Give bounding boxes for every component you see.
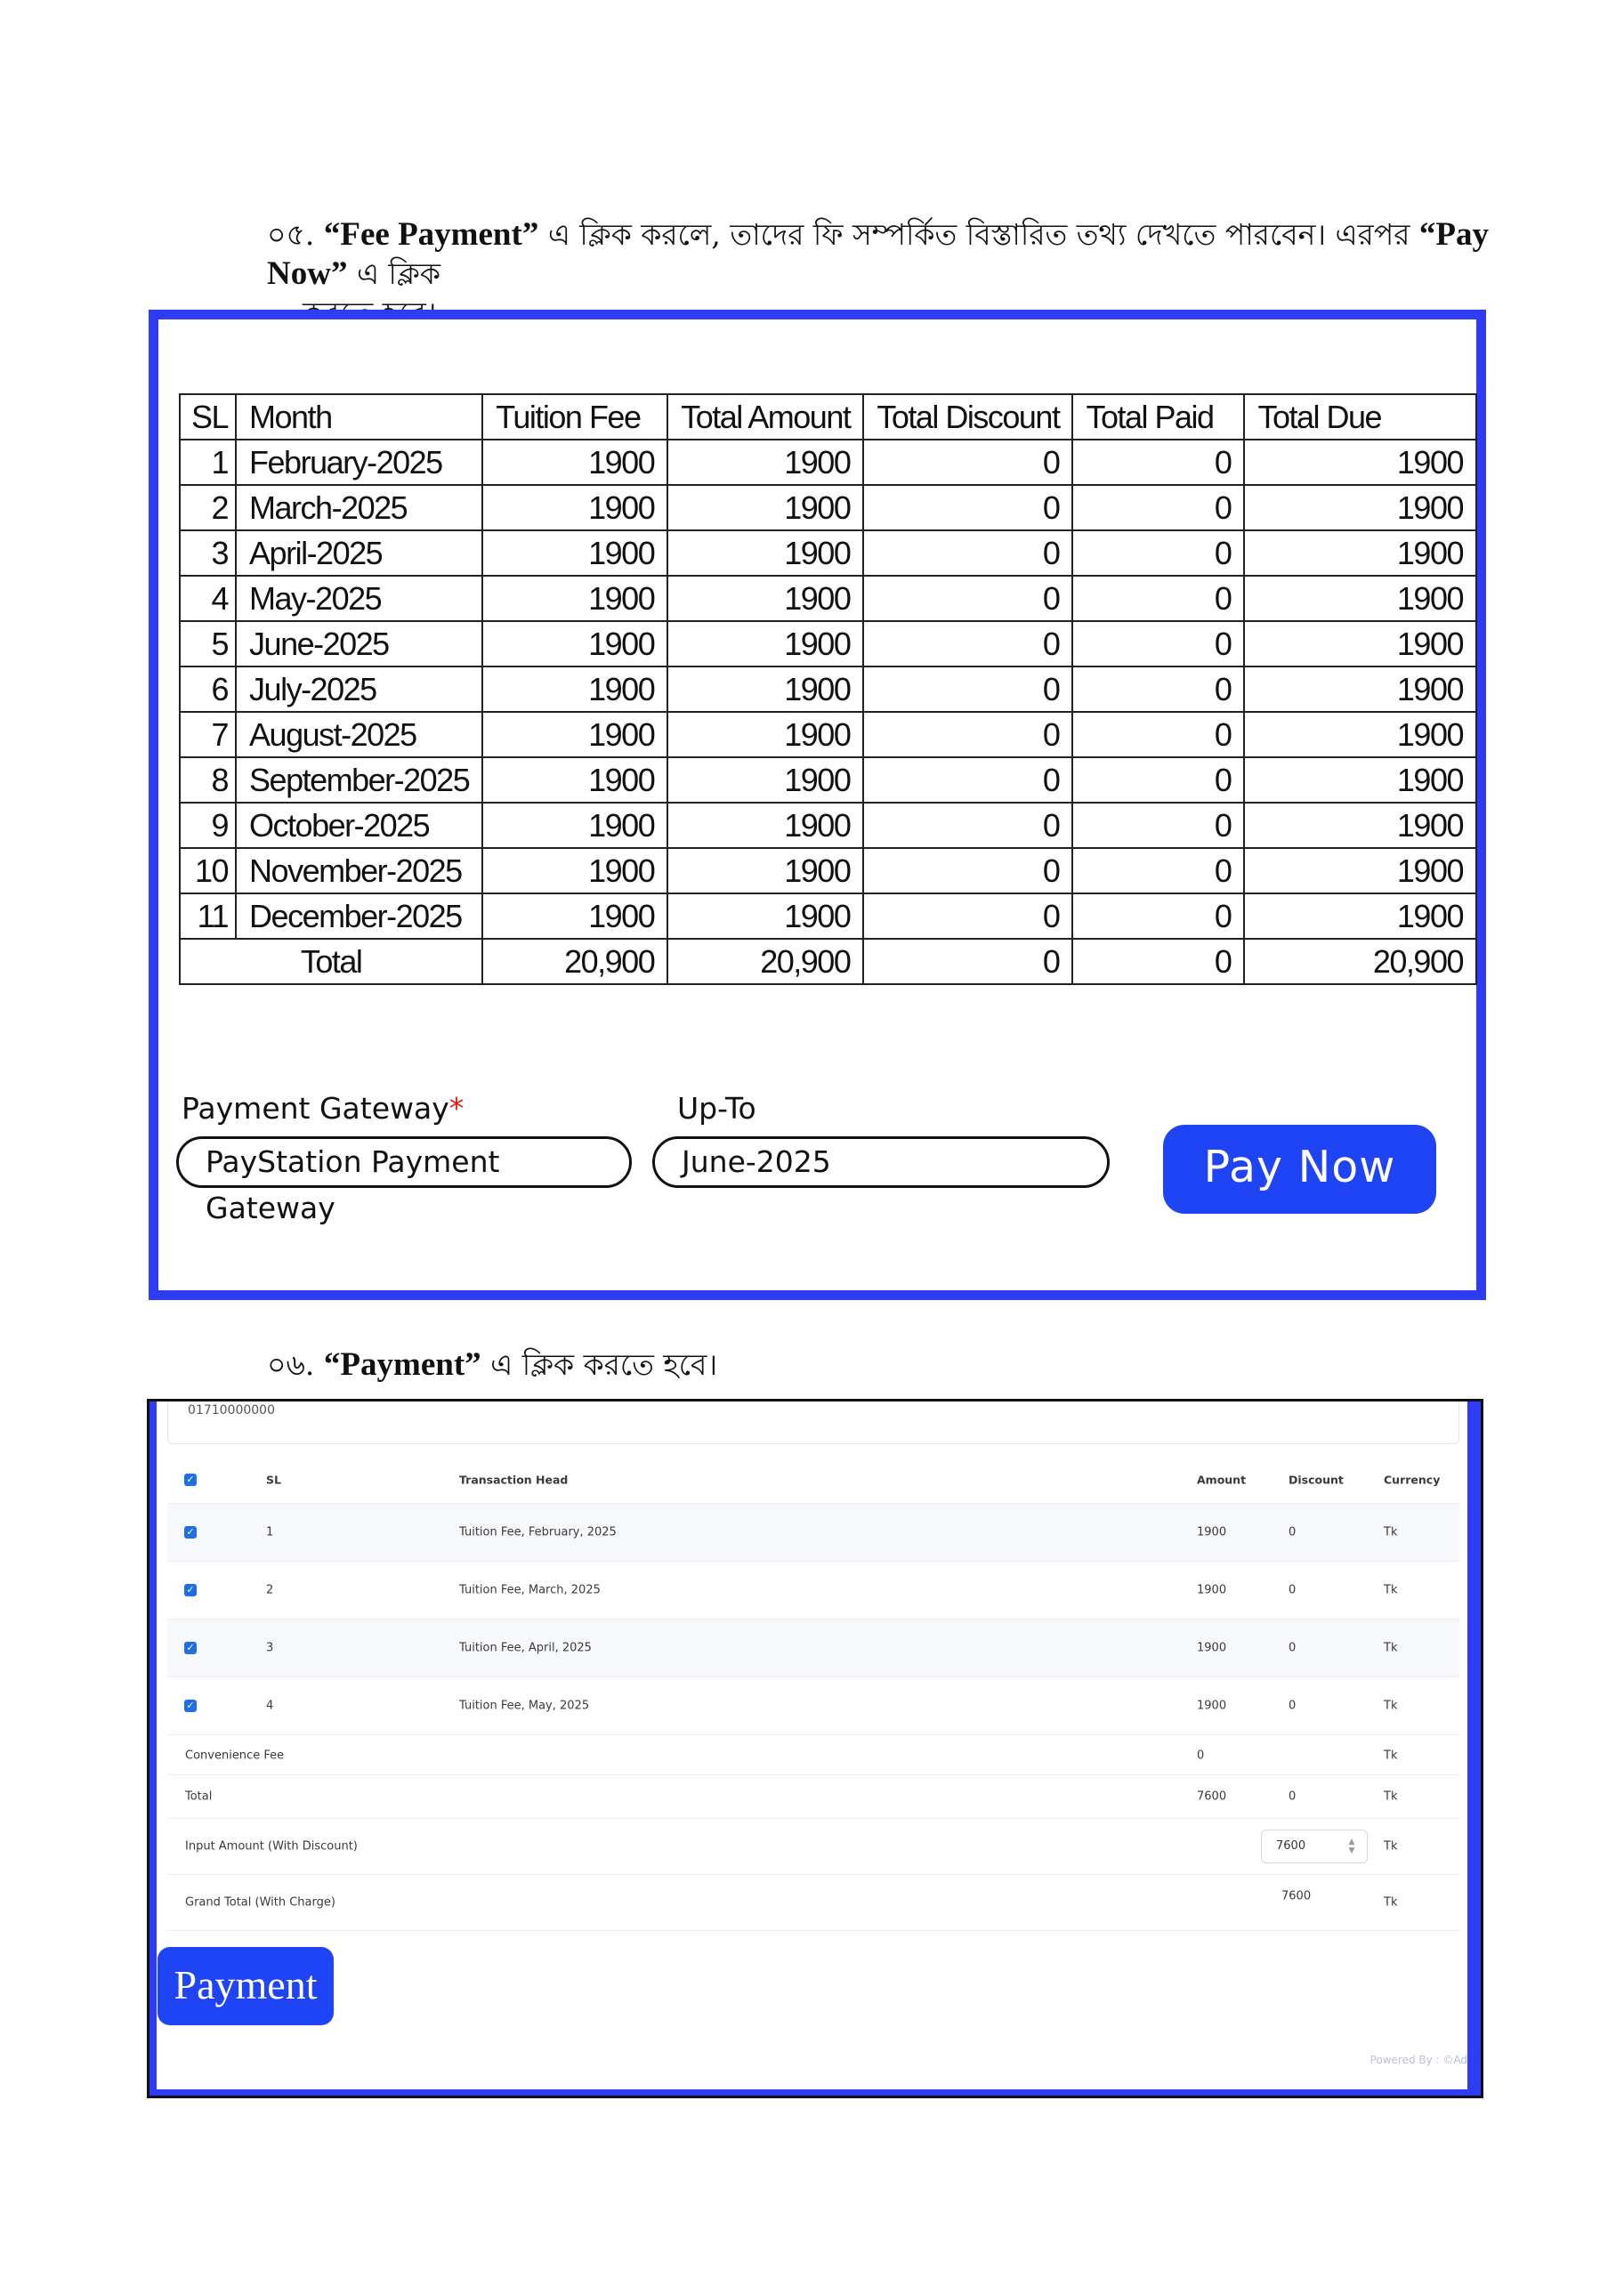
cell-total-discount: 0 [863,757,1072,803]
cell-total-discount: 0 [863,440,1072,485]
item-discount: 0 [1289,1583,1297,1597]
cell-sl: 10 [180,848,236,893]
select-all-checkbox[interactable]: ✓ [184,1474,197,1486]
cell-total-amount: 1900 [667,485,863,530]
total-label: Total [185,1789,213,1804]
header-transaction-head: Transaction Head [459,1473,569,1487]
item-discount: 0 [1289,1641,1297,1655]
payment-item-row [167,1620,1459,1677]
cell-month: April-2025 [236,530,482,576]
cell-sl: 7 [180,712,236,757]
convenience-fee-currency: Tk [1384,1749,1398,1763]
payment-panel [157,1402,1467,2089]
fee-table-row [180,666,1476,712]
total-amount: 20,900 [667,939,863,984]
payment-gateway-label [182,1091,464,1126]
item-transaction-head: Tuition Fee, May, 2025 [459,1699,590,1713]
total-currency: Tk [1384,1789,1398,1804]
item-amount: 1900 [1197,1525,1227,1539]
cell-month: June-2025 [236,621,482,666]
input-amount-row [167,1819,1459,1875]
cell-total-paid: 0 [1072,485,1244,530]
item-currency: Tk [1384,1525,1398,1539]
cell-total-discount: 0 [863,530,1072,576]
cell-sl: 6 [180,666,236,712]
fee-table-row [180,485,1476,530]
cell-total-due: 1900 [1244,440,1476,485]
cell-month: November-2025 [236,848,482,893]
header-amount: Amount [1197,1473,1247,1487]
fee-table [179,393,1477,985]
cell-total-paid: 0 [1072,712,1244,757]
item-checkbox[interactable]: ✓ [184,1700,197,1712]
item-transaction-head: Tuition Fee, April, 2025 [459,1641,592,1655]
fee-table-row [180,576,1476,621]
item-discount: 0 [1289,1699,1297,1713]
cell-total-discount: 0 [863,893,1072,939]
item-transaction-head: Tuition Fee, February, 2025 [459,1525,617,1539]
powered-by-text: Powered By : ©Ad [1369,2054,1467,2066]
cell-tuition-fee: 1900 [482,757,667,803]
cell-total-paid: 0 [1072,576,1244,621]
payment-quote: “Payment” [323,1346,481,1383]
cell-tuition-fee: 1900 [482,621,667,666]
cell-month: February-2025 [236,440,482,485]
cell-total-amount: 1900 [667,666,863,712]
fee-table-body [180,440,1476,939]
header-currency: Currency [1384,1473,1441,1487]
step-06-instruction [267,1345,717,1385]
item-checkbox[interactable]: ✓ [184,1642,197,1654]
item-checkbox[interactable]: ✓ [184,1584,197,1596]
up-to-select[interactable]: June-2025 [652,1136,1110,1188]
cell-total-amount: 1900 [667,530,863,576]
cell-total-due: 1900 [1244,848,1476,893]
fee-table-header-row [180,394,1476,440]
header-sl: SL [180,394,236,440]
pay-now-button[interactable]: Pay Now [1163,1125,1436,1214]
item-discount: 0 [1289,1525,1297,1539]
item-amount: 1900 [1197,1699,1227,1713]
grand-total-row [167,1875,1459,1931]
header-total-paid: Total Paid [1072,394,1244,440]
cell-sl: 5 [180,621,236,666]
cell-sl: 11 [180,893,236,939]
cell-month: March-2025 [236,485,482,530]
cell-total-paid: 0 [1072,440,1244,485]
cell-total-amount: 1900 [667,757,863,803]
item-currency: Tk [1384,1699,1398,1713]
convenience-fee-label: Convenience Fee [185,1749,285,1763]
cell-total-amount: 1900 [667,893,863,939]
cell-total-paid: 0 [1072,757,1244,803]
payment-button[interactable]: Payment [158,1947,334,2025]
convenience-fee-amount: 0 [1197,1749,1205,1763]
fee-table-row [180,803,1476,848]
item-sl: 3 [266,1641,274,1655]
item-transaction-head: Tuition Fee, March, 2025 [459,1583,601,1597]
header-discount: Discount [1289,1473,1344,1487]
total-row [167,1775,1459,1819]
cell-total-amount: 1900 [667,576,863,621]
cell-total-amount: 1900 [667,712,863,757]
item-sl: 1 [266,1525,274,1539]
cell-total-due: 1900 [1244,757,1476,803]
cell-tuition-fee: 1900 [482,848,667,893]
item-currency: Tk [1384,1641,1398,1655]
cell-tuition-fee: 1900 [482,666,667,712]
cell-sl: 3 [180,530,236,576]
step-number: ০৫. [267,217,315,252]
cell-total-amount: 1900 [667,848,863,893]
grand-total-label: Grand Total (With Charge) [185,1895,335,1910]
cell-tuition-fee: 1900 [482,893,667,939]
item-amount: 1900 [1197,1641,1227,1655]
fee-table-row [180,621,1476,666]
header-total-due: Total Due [1244,394,1476,440]
fee-table-row [180,440,1476,485]
total-tuition-fee: 20,900 [482,939,667,984]
cell-total-due: 1900 [1244,576,1476,621]
input-amount-value: 7600 [1276,1839,1306,1853]
step-number: ০৬. [267,1347,315,1382]
step-text: এ ক্লিক করতে হবে। [490,1347,718,1382]
cell-total-due: 1900 [1244,485,1476,530]
cell-total-discount: 0 [863,621,1072,666]
cell-sl: 2 [180,485,236,530]
cell-total-paid: 0 [1072,666,1244,712]
cell-month: July-2025 [236,666,482,712]
cell-total-due: 1900 [1244,530,1476,576]
fee-table-row [180,712,1476,757]
total-label: Total [180,939,482,984]
cell-tuition-fee: 1900 [482,803,667,848]
total-paid: 0 [1072,939,1244,984]
input-amount-currency: Tk [1384,1839,1398,1854]
stepper-icon[interactable]: ▲ ▼ [1348,1838,1355,1855]
cell-total-due: 1900 [1244,666,1476,712]
cell-total-due: 1900 [1244,803,1476,848]
cell-total-discount: 0 [863,803,1072,848]
total-amount: 7600 [1197,1789,1227,1804]
cell-total-due: 1900 [1244,712,1476,757]
cell-total-paid: 0 [1072,848,1244,893]
cell-total-paid: 0 [1072,803,1244,848]
fee-payment-quote: “Fee Payment” [323,216,539,253]
fee-table-total-row [180,939,1476,984]
payment-item-row [167,1504,1459,1562]
header-month: Month [236,394,482,440]
item-sl: 2 [266,1583,274,1597]
cell-month: August-2025 [236,712,482,757]
total-discount: 0 [863,939,1072,984]
fee-table-row [180,757,1476,803]
total-discount: 0 [1289,1789,1297,1804]
cell-month: September-2025 [236,757,482,803]
item-checkbox[interactable]: ✓ [184,1526,197,1539]
cell-total-amount: 1900 [667,803,863,848]
fee-table-row [180,530,1476,576]
grand-total-currency: Tk [1384,1895,1398,1910]
item-sl: 4 [266,1699,274,1713]
phone-field[interactable]: 01710000000 [167,1402,1459,1444]
header-total-amount: Total Amount [667,394,863,440]
cell-sl: 1 [180,440,236,485]
pay-now-quote: “Pay Now” [267,216,1489,292]
cell-tuition-fee: 1900 [482,440,667,485]
cell-total-paid: 0 [1072,893,1244,939]
payment-gateway-select[interactable]: PayStation Payment Gateway [176,1136,632,1188]
fee-table-row [180,893,1476,939]
total-due: 20,900 [1244,939,1476,984]
input-amount-field[interactable] [1261,1830,1368,1863]
cell-total-discount: 0 [863,576,1072,621]
payment-gateway-label-text: Payment Gateway [182,1091,449,1126]
cell-sl: 9 [180,803,236,848]
cell-month: October-2025 [236,803,482,848]
cell-total-discount: 0 [863,485,1072,530]
cell-total-discount: 0 [863,712,1072,757]
header-tuition-fee: Tuition Fee [482,394,667,440]
input-amount-label: Input Amount (With Discount) [185,1839,358,1854]
cell-sl: 8 [180,757,236,803]
cell-tuition-fee: 1900 [482,530,667,576]
cell-month: December-2025 [236,893,482,939]
cell-sl: 4 [180,576,236,621]
cell-total-paid: 0 [1072,530,1244,576]
convenience-fee-row [167,1737,1459,1775]
grand-total-amount: 7600 [1281,1889,1312,1903]
cell-tuition-fee: 1900 [482,485,667,530]
payment-item-row [167,1562,1459,1620]
cell-total-discount: 0 [863,848,1072,893]
cell-total-discount: 0 [863,666,1072,712]
payment-table-header [167,1457,1459,1504]
cell-tuition-fee: 1900 [482,712,667,757]
step-text: এ ক্লিক করলে, তাদের ফি সম্পর্কিত বিস্তারিত তথ্য দেখতে পারবেন। এরপর [547,217,1410,252]
cell-total-due: 1900 [1244,621,1476,666]
item-currency: Tk [1384,1583,1398,1597]
cell-month: May-2025 [236,576,482,621]
cell-total-paid: 0 [1072,621,1244,666]
item-amount: 1900 [1197,1583,1227,1597]
up-to-label: Up-To [677,1091,756,1126]
payment-item-row [167,1677,1459,1735]
fee-payment-screenshot [149,310,1486,1300]
cell-tuition-fee: 1900 [482,576,667,621]
fee-table-row [180,848,1476,893]
cell-total-amount: 1900 [667,440,863,485]
required-asterisk: * [448,1091,465,1126]
header-total-discount: Total Discount [863,394,1072,440]
payment-screenshot [147,1399,1483,2098]
header-sl: SL [266,1473,281,1487]
cell-total-amount: 1900 [667,621,863,666]
step-text-end: এ ক্লিক [356,256,440,291]
cell-total-due: 1900 [1244,893,1476,939]
